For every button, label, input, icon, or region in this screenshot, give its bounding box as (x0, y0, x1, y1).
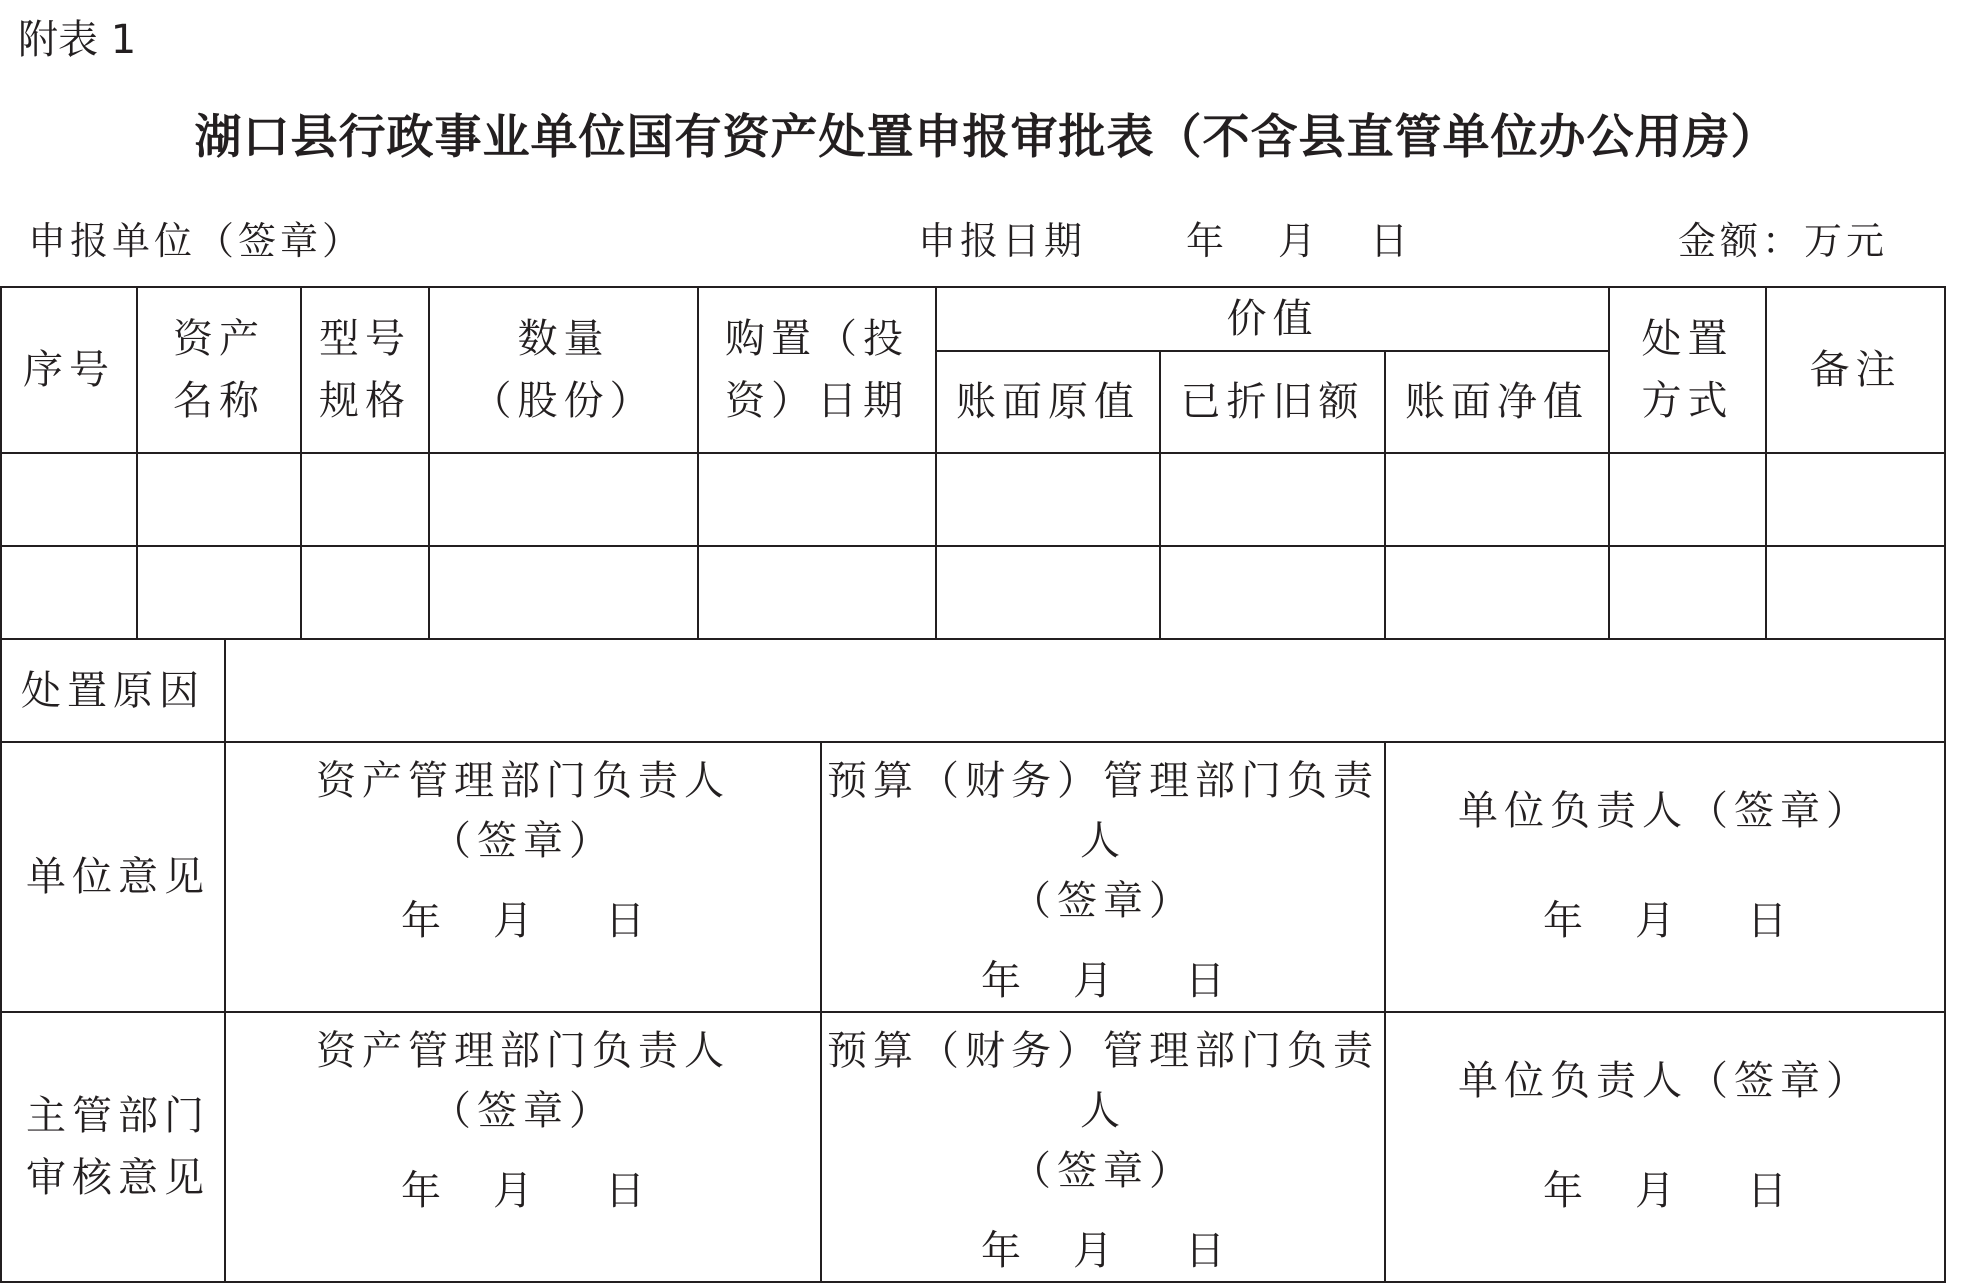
date-day: 日 (605, 1168, 645, 1214)
signature-date (1386, 1161, 1944, 1221)
date-month: 月 (1635, 1168, 1675, 1214)
signature-seal-label: （签章） (1011, 878, 1195, 924)
date-month: 月 (1278, 219, 1321, 263)
header-disposal-line2: 方式 (1641, 378, 1734, 424)
signature-date (226, 891, 820, 951)
book-original-cell[interactable] (936, 453, 1160, 546)
signature-seal-label: （签章） (431, 818, 615, 864)
header-depreciated: 已折旧额 (1160, 351, 1385, 453)
model-cell[interactable] (301, 546, 429, 639)
remarks-cell[interactable] (1766, 453, 1945, 546)
header-purchase-line2: 资）日期 (725, 378, 909, 424)
purchase-date-cell[interactable] (698, 546, 936, 639)
table-row (1, 546, 1945, 639)
signature-date (822, 951, 1384, 1011)
unit-head-cell[interactable] (1385, 742, 1945, 1012)
seq-cell[interactable] (1, 453, 137, 546)
dept-asset-manager-cell[interactable] (225, 1012, 821, 1282)
disposal-reason-label: 处置原因 (1, 639, 225, 742)
budget-manager-title: 预算（财务）管理部门负责人 (827, 758, 1379, 864)
unit-head-title: 单位负责人（签章） (1458, 1058, 1872, 1104)
depreciated-cell[interactable] (1160, 546, 1385, 639)
quantity-cell[interactable] (429, 546, 698, 639)
asset-name-cell[interactable] (137, 453, 301, 546)
date-day: 日 (1185, 1228, 1225, 1274)
date-day: 日 (1747, 898, 1787, 944)
header-book-net: 账面净值 (1385, 351, 1609, 453)
unit-budget-manager-cell[interactable] (821, 742, 1385, 1012)
date-month: 月 (1635, 898, 1675, 944)
dept-opinion-label (1, 1012, 225, 1282)
date-year: 年 (1543, 898, 1583, 944)
date-day: 日 (1370, 219, 1413, 263)
dept-unit-head-cell[interactable] (1385, 1012, 1945, 1282)
header-asset-name (137, 287, 301, 453)
header-disposal-method (1609, 287, 1766, 453)
amount-unit-label: 金额：万元 (1678, 219, 1889, 263)
header-seq: 序号 (1, 287, 137, 453)
appendix-label: 附表 1 (18, 17, 137, 63)
remarks-cell[interactable] (1766, 546, 1945, 639)
reporting-unit-label: 申报单位（签章） (28, 219, 365, 263)
date-month: 月 (493, 1168, 533, 1214)
disposal-reason-field[interactable] (225, 639, 1945, 742)
dept-opinion-line2: 审核意见 (26, 1155, 210, 1201)
date-month: 月 (493, 898, 533, 944)
reporting-date-label: 申报日期 (918, 219, 1087, 263)
form-title: 湖口县行政事业单位国有资产处置申报审批表（不含县直管单位办公用房） (194, 110, 1779, 165)
asset-manager-title: 资产管理部门负责人 (316, 1028, 730, 1074)
reporting-date (918, 210, 1412, 265)
signature-seal-label: （签章） (1011, 1148, 1195, 1194)
unit-head-title: 单位负责人（签章） (1458, 788, 1872, 834)
asset-name-cell[interactable] (137, 546, 301, 639)
signature-seal-label: （签章） (431, 1088, 615, 1134)
disposal-form-table (0, 286, 1946, 1283)
header-purchase-date (698, 287, 936, 453)
date-year: 年 (401, 898, 441, 944)
date-year: 年 (401, 1168, 441, 1214)
signature-date (226, 1161, 820, 1221)
date-day: 日 (605, 898, 645, 944)
asset-manager-title: 资产管理部门负责人 (316, 758, 730, 804)
disposal-method-cell[interactable] (1609, 453, 1766, 546)
date-year: 年 (1186, 219, 1229, 263)
header-purchase-line1: 购置（投 (725, 316, 909, 362)
budget-manager-title: 预算（财务）管理部门负责人 (827, 1028, 1379, 1134)
date-year: 年 (981, 1228, 1021, 1274)
header-disposal-line1: 处置 (1641, 316, 1734, 362)
purchase-date-cell[interactable] (698, 453, 936, 546)
dept-budget-manager-cell[interactable] (821, 1012, 1385, 1282)
header-asset-name-line2: 名称 (173, 378, 265, 424)
signature-date (1386, 891, 1944, 951)
date-day: 日 (1185, 958, 1225, 1004)
header-value: 价值 (936, 287, 1609, 351)
date-month: 月 (1073, 1228, 1113, 1274)
header-model (301, 287, 429, 453)
unit-asset-manager-cell[interactable] (225, 742, 821, 1012)
book-original-cell[interactable] (936, 546, 1160, 639)
date-day: 日 (1747, 1168, 1787, 1214)
signature-date (822, 1221, 1384, 1281)
header-quantity-line2: （股份） (471, 378, 656, 424)
date-month: 月 (1073, 958, 1113, 1004)
seq-cell[interactable] (1, 546, 137, 639)
book-net-cell[interactable] (1385, 453, 1609, 546)
disposal-method-cell[interactable] (1609, 546, 1766, 639)
table-row (1, 453, 1945, 546)
header-remarks: 备注 (1766, 287, 1945, 453)
unit-opinion-label: 单位意见 (1, 742, 225, 1012)
depreciated-cell[interactable] (1160, 453, 1385, 546)
header-quantity (429, 287, 698, 453)
header-asset-name-line1: 资产 (173, 316, 265, 362)
dept-opinion-line1: 主管部门 (26, 1093, 210, 1139)
header-model-line1: 型号 (319, 316, 411, 362)
quantity-cell[interactable] (429, 453, 698, 546)
date-year: 年 (1543, 1168, 1583, 1214)
header-quantity-line1: 数量 (517, 316, 610, 362)
header-model-line2: 规格 (319, 378, 411, 424)
header-book-original: 账面原值 (936, 351, 1160, 453)
book-net-cell[interactable] (1385, 546, 1609, 639)
date-year: 年 (981, 958, 1021, 1004)
model-cell[interactable] (301, 453, 429, 546)
